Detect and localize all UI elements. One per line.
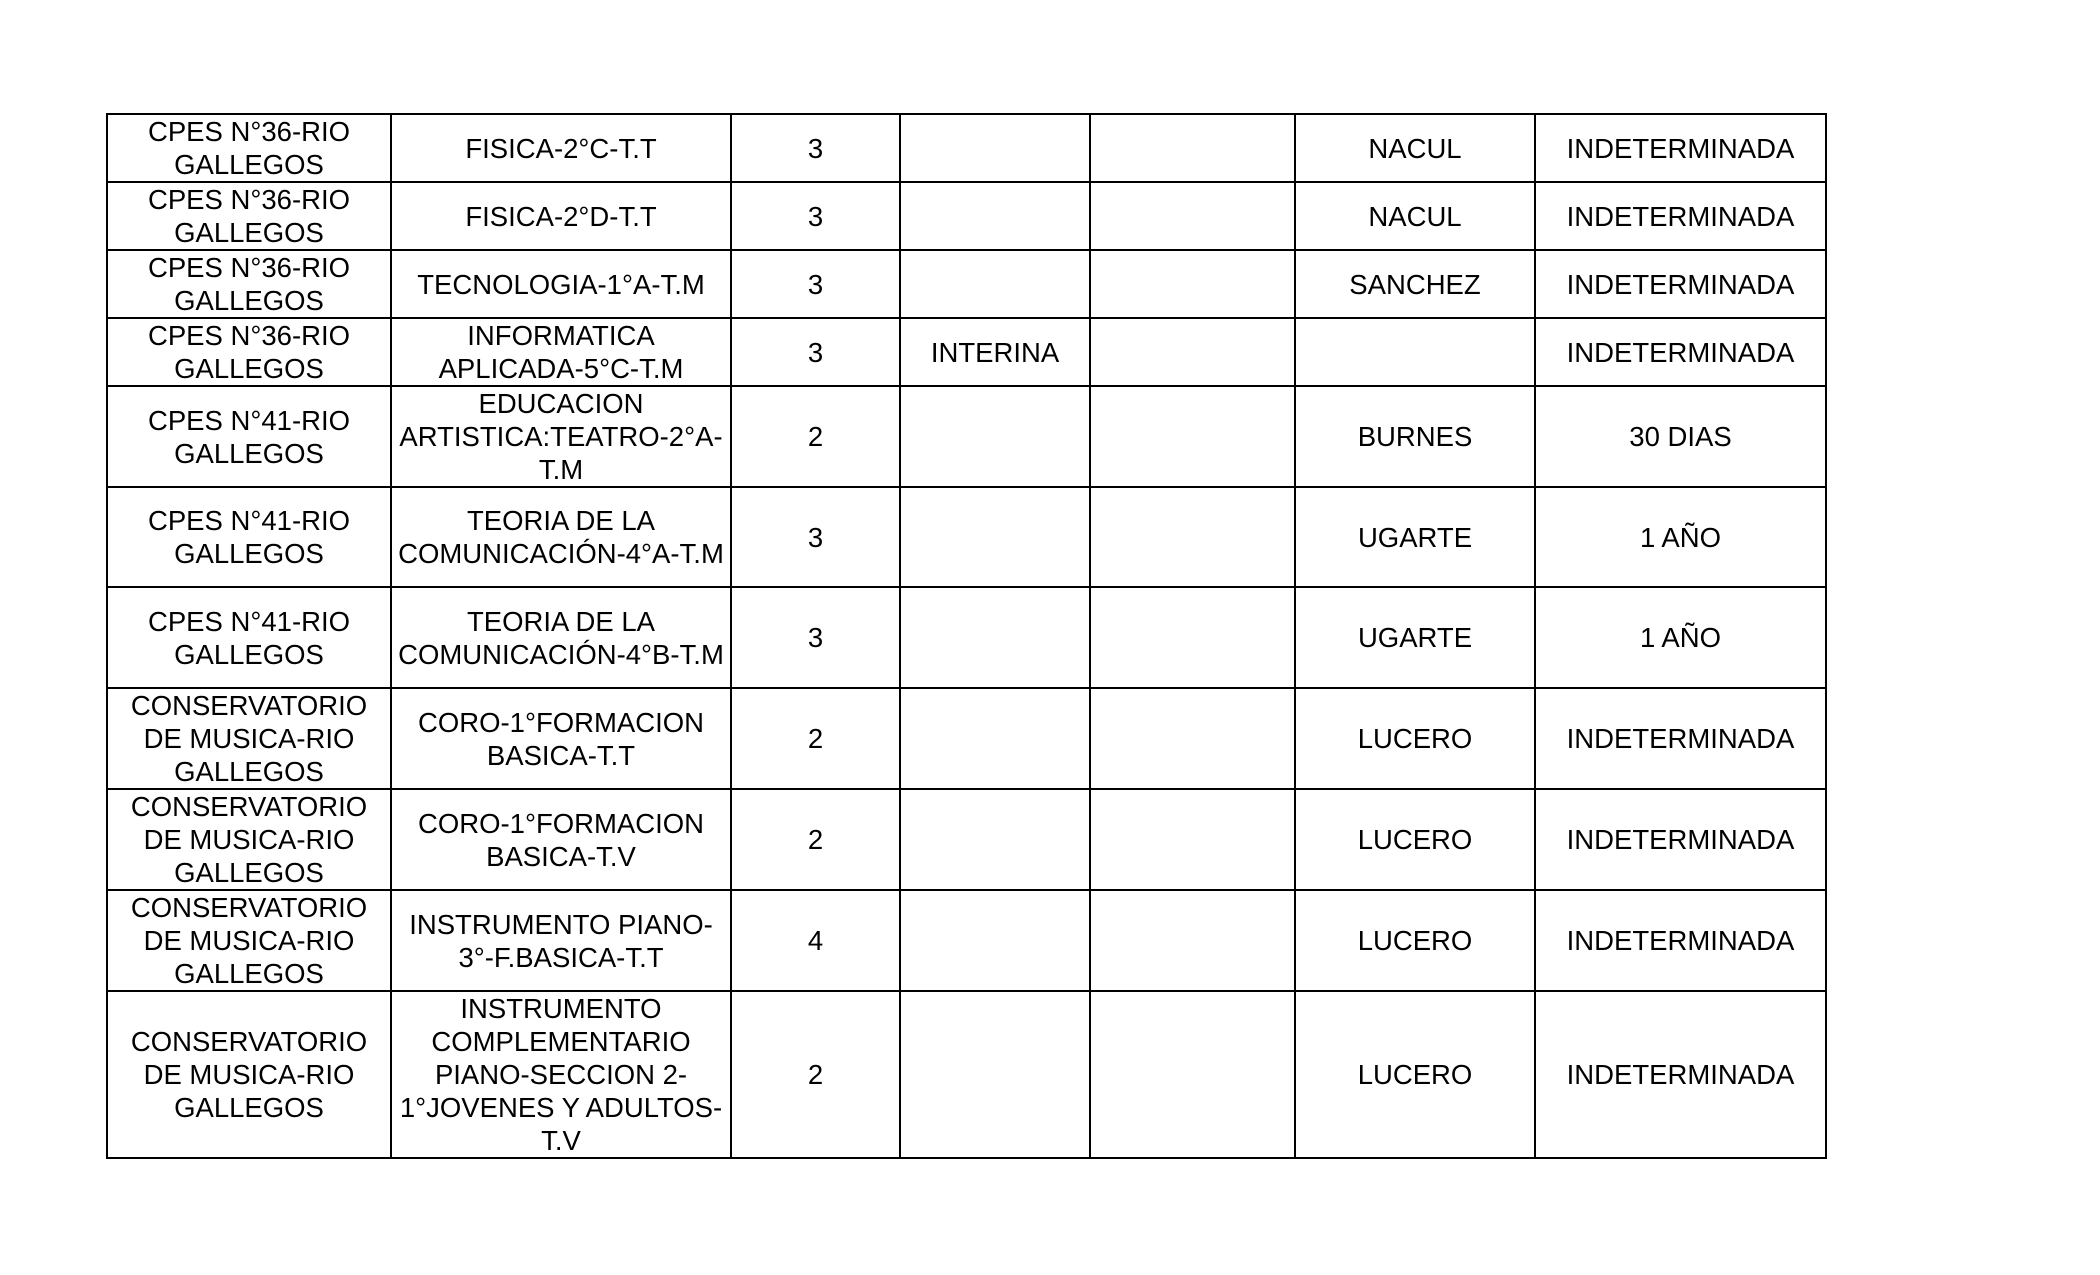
duration-cell: INDETERMINADA bbox=[1535, 250, 1826, 318]
hours-cell: 3 bbox=[731, 182, 900, 250]
status-cell bbox=[900, 114, 1090, 182]
school-cell: CPES N°36-RIO GALLEGOS bbox=[107, 250, 391, 318]
status-cell bbox=[900, 182, 1090, 250]
table-row bbox=[107, 318, 1826, 386]
subject-cell: TECNOLOGIA-1°A-T.M bbox=[391, 250, 731, 318]
duration-cell: INDETERMINADA bbox=[1535, 789, 1826, 890]
table-row bbox=[107, 688, 1826, 789]
teacher-cell: BURNES bbox=[1295, 386, 1535, 487]
subject-cell: TEORIA DE LA COMUNICACIÓN-4°A-T.M bbox=[391, 487, 731, 587]
table-row bbox=[107, 250, 1826, 318]
school-cell: CONSERVATORIO DE MUSICA-RIO GALLEGOS bbox=[107, 890, 391, 991]
school-cell: CPES N°41-RIO GALLEGOS bbox=[107, 487, 391, 587]
subject-cell: FISICA-2°C-T.T bbox=[391, 114, 731, 182]
school-cell: CPES N°41-RIO GALLEGOS bbox=[107, 386, 391, 487]
extra-cell bbox=[1090, 386, 1295, 487]
duration-cell: 1 AÑO bbox=[1535, 587, 1826, 688]
duration-cell: INDETERMINADA bbox=[1535, 890, 1826, 991]
subject-cell: INSTRUMENTO COMPLEMENTARIO PIANO-SECCION 2-1°JOVENES Y ADULTOS-T.V bbox=[391, 991, 731, 1158]
status-cell bbox=[900, 587, 1090, 688]
status-cell bbox=[900, 991, 1090, 1158]
table-row bbox=[107, 890, 1826, 991]
school-cell: CONSERVATORIO DE MUSICA-RIO GALLEGOS bbox=[107, 688, 391, 789]
extra-cell bbox=[1090, 890, 1295, 991]
extra-cell bbox=[1090, 114, 1295, 182]
teacher-cell: LUCERO bbox=[1295, 890, 1535, 991]
teacher-cell: NACUL bbox=[1295, 114, 1535, 182]
hours-cell: 2 bbox=[731, 991, 900, 1158]
extra-cell bbox=[1090, 587, 1295, 688]
hours-cell: 3 bbox=[731, 114, 900, 182]
teacher-cell: UGARTE bbox=[1295, 587, 1535, 688]
status-cell bbox=[900, 890, 1090, 991]
duration-cell: INDETERMINADA bbox=[1535, 114, 1826, 182]
status-cell bbox=[900, 487, 1090, 587]
table-row bbox=[107, 587, 1826, 688]
table-row bbox=[107, 487, 1826, 587]
hours-cell: 3 bbox=[731, 250, 900, 318]
subject-cell: FISICA-2°D-T.T bbox=[391, 182, 731, 250]
table-row bbox=[107, 991, 1826, 1158]
hours-cell: 3 bbox=[731, 487, 900, 587]
subject-cell: CORO-1°FORMACION BASICA-T.T bbox=[391, 688, 731, 789]
teacher-cell: SANCHEZ bbox=[1295, 250, 1535, 318]
subject-cell: TEORIA DE LA COMUNICACIÓN-4°B-T.M bbox=[391, 587, 731, 688]
table-row bbox=[107, 386, 1826, 487]
status-cell bbox=[900, 789, 1090, 890]
hours-cell: 3 bbox=[731, 587, 900, 688]
subject-cell: INSTRUMENTO PIANO-3°-F.BASICA-T.T bbox=[391, 890, 731, 991]
school-cell: CONSERVATORIO DE MUSICA-RIO GALLEGOS bbox=[107, 789, 391, 890]
hours-cell: 4 bbox=[731, 890, 900, 991]
status-cell bbox=[900, 386, 1090, 487]
extra-cell bbox=[1090, 487, 1295, 587]
hours-cell: 2 bbox=[731, 688, 900, 789]
status-cell: INTERINA bbox=[900, 318, 1090, 386]
teacher-cell: UGARTE bbox=[1295, 487, 1535, 587]
duration-cell: INDETERMINADA bbox=[1535, 182, 1826, 250]
school-cell: CPES N°36-RIO GALLEGOS bbox=[107, 182, 391, 250]
duration-cell: INDETERMINADA bbox=[1535, 318, 1826, 386]
hours-cell: 3 bbox=[731, 318, 900, 386]
school-cell: CPES N°36-RIO GALLEGOS bbox=[107, 114, 391, 182]
table-row bbox=[107, 789, 1826, 890]
subject-cell: CORO-1°FORMACION BASICA-T.V bbox=[391, 789, 731, 890]
extra-cell bbox=[1090, 991, 1295, 1158]
hours-cell: 2 bbox=[731, 789, 900, 890]
data-table bbox=[106, 113, 1827, 1159]
duration-cell: INDETERMINADA bbox=[1535, 991, 1826, 1158]
school-cell: CPES N°36-RIO GALLEGOS bbox=[107, 318, 391, 386]
school-cell: CONSERVATORIO DE MUSICA-RIO GALLEGOS bbox=[107, 991, 391, 1158]
extra-cell bbox=[1090, 182, 1295, 250]
teacher-cell: LUCERO bbox=[1295, 789, 1535, 890]
table-row bbox=[107, 182, 1826, 250]
extra-cell bbox=[1090, 789, 1295, 890]
hours-cell: 2 bbox=[731, 386, 900, 487]
teacher-cell: LUCERO bbox=[1295, 688, 1535, 789]
duration-cell: INDETERMINADA bbox=[1535, 688, 1826, 789]
status-cell bbox=[900, 250, 1090, 318]
subject-cell: EDUCACION ARTISTICA:TEATRO-2°A-T.M bbox=[391, 386, 731, 487]
school-cell: CPES N°41-RIO GALLEGOS bbox=[107, 587, 391, 688]
duration-cell: 30 DIAS bbox=[1535, 386, 1826, 487]
extra-cell bbox=[1090, 250, 1295, 318]
extra-cell bbox=[1090, 688, 1295, 789]
status-cell bbox=[900, 688, 1090, 789]
table-row bbox=[107, 114, 1826, 182]
subject-cell: INFORMATICA APLICADA-5°C-T.M bbox=[391, 318, 731, 386]
teacher-cell bbox=[1295, 318, 1535, 386]
duration-cell: 1 AÑO bbox=[1535, 487, 1826, 587]
teacher-cell: LUCERO bbox=[1295, 991, 1535, 1158]
teacher-cell: NACUL bbox=[1295, 182, 1535, 250]
extra-cell bbox=[1090, 318, 1295, 386]
